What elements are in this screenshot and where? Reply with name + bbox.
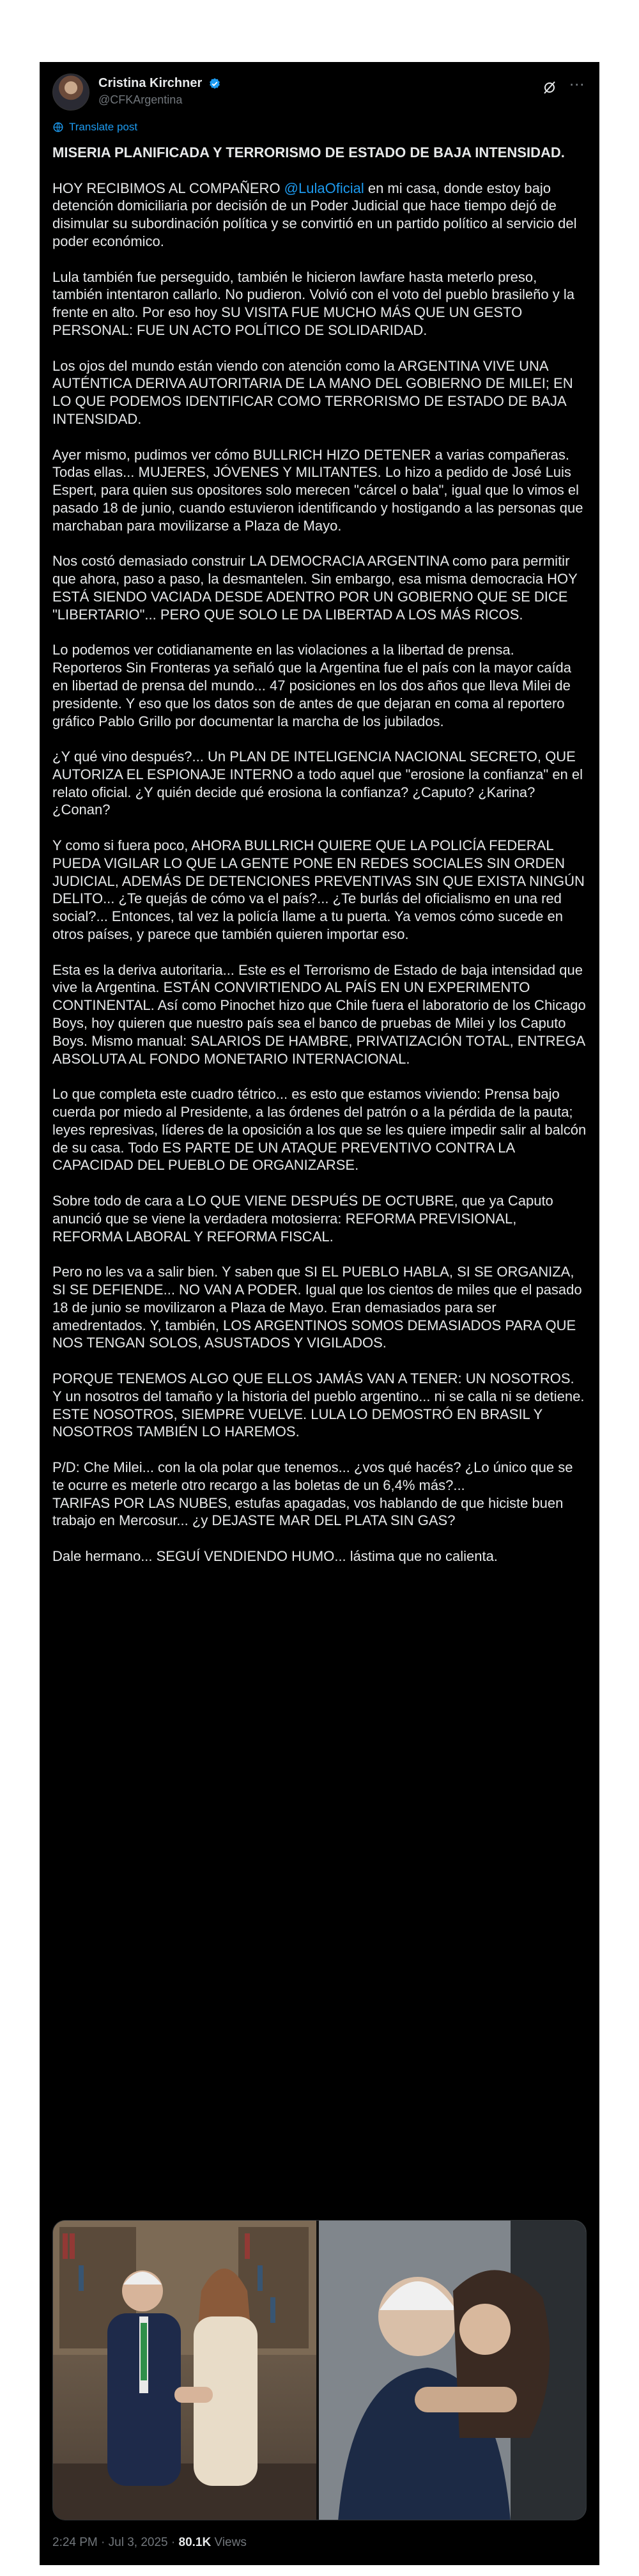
author-names (98, 76, 221, 107)
translate-post-label: Translate post (69, 121, 138, 133)
meta-separator-1: · (97, 2536, 109, 2549)
paragraph-1-end: en mi casa, donde estoy bajo detención domiciliaria por decisión de un Poder Judicial que hace tiempo dejó de disimular su subordinación política y se convirtió en un partido político al servicio del poder económico. (52, 180, 581, 249)
views-label: Views (211, 2536, 247, 2549)
translate-post-link[interactable] (52, 121, 137, 134)
meta-separator-2: · (167, 2536, 179, 2549)
post-date[interactable]: Jul 3, 2025 (108, 2536, 168, 2549)
tweet-meta (52, 2536, 247, 2550)
tweet-card (40, 62, 599, 2565)
avatar[interactable] (52, 74, 89, 111)
post-time[interactable]: 2:24 PM (52, 2536, 98, 2549)
photo-lula-and-cristina-hugging[interactable] (319, 2221, 587, 2520)
author-handle[interactable]: @CFKArgentina (98, 93, 183, 106)
photo-left-illustration (53, 2221, 316, 2520)
photo-right-illustration (319, 2221, 587, 2520)
photo-lula-and-cristina-standing[interactable] (53, 2221, 316, 2520)
media-grid (52, 2220, 587, 2520)
tweet-text (52, 144, 587, 1565)
grok-icon[interactable] (542, 80, 557, 95)
mention-link[interactable]: @LulaOficial (284, 180, 364, 196)
tweet-header (52, 70, 587, 118)
verified-badge-icon (208, 77, 221, 90)
views-count: 80.1K (178, 2536, 212, 2549)
tweet-body-rest: Lula también fue perseguido, también le hicieron lawfare hasta meterlo preso, también intentaron callarlo. No pudieron. Volvió con el voto del pueblo brasileño y la frente en alto. Por eso hoy SU VISITA FUE MUCHO MÁS QUE UN GESTO PERSONAL: FUE UN ACTO POLÍTICO DE SOLIDARIDAD. Los ojos del mundo están viendo con atención como la ARGENTINA VIVE UNA AUTÉNTICA DERIVA AUTORITARIA DE LA MANO DEL GOBIERNO DE MILEI; EN LO QUE PODEMOS IDENTIFICAR COMO TERRORISMO DE ESTADO DE BAJA INTENSIDAD. Ayer mismo, pudimos ver cómo BULLRICH HIZO DETENER a varias compañeras. Todas ellas... MUJERES, JÓVENES Y MILITANTES. Lo hizo a pedido de José Luis Espert, para quien sus opositores solo merecen "cárcel o bala", igual que lo vimos el pasado 18 de junio, cuando estuvieron identificando y hostigando a las personas que marchaban para movilizarse a Plaza de Mayo. Nos costó demasiado construir LA DEMOCRACIA ARGENTINA como para permitir que ahora, paso a paso, la desmantelen. Sin embargo, esa misma democracia HOY ESTÁ SIENDO VACIADA DESDE ADENTRO POR UN GOBIERNO QUE SE DICE "LIBERTARIO"... PERO QUE SOLO LE DA LIBERTAD A LOS MÁS RICOS. Lo podemos ver cotidianamente en las violaciones a la libertad de prensa. Reporteros Sin Fronteras ya señaló que la Argentina fue el país con la mayor caída en libertad de prensa del mundo... 47 posiciones en los dos años que lleva Milei de presidente. Y eso que los datos son de antes de que dejaran en coma al reportero gráfico Pablo Grillo por documentar la marcha de los jubilados. ¿Y qué vino después?... Un PLAN DE INTELIGENCIA NACIONAL SECRETO, QUE AUTORIZA EL ESPIONAJE INTERNO a todo aquel que "erosione la confianza" en el relato oficial. ¿Y quién decide qué erosiona la confianza? ¿Caputo? ¿Karina? ¿Conan? Y como si fuera poco, AHORA BULLRICH QUIERE QUE LA POLICÍA FEDERAL PUEDA VIGILAR LO QUE LA GENTE PONE EN REDES SOCIALES SIN ORDEN JUDICIAL, ADEMÁS DE DETENCIONES PREVENTIVAS SIN QUE EXISTA NINGÚN DELITO... ¿Te quejás de cómo va el país?... ¿Te burlás del oficialismo en una red social?... Entonces, tal vez la policía llame a tu puerta. Ya vemos cómo sucede en otros países, y parece que también quieren importar eso. Esta es la deriva autoritaria... Este es el Terrorismo de Estado de baja intensidad que vive la Argentina. ESTÁN CONVIRTIENDO AL PAÍS EN UN EXPERIMENTO CONTINENTAL. Así como Pinochet hizo que Chile fuera el laboratorio de los Chicago Boys, hoy quieren que nuestro país sea el banco de pruebas de Milei y los Caputo Boys. Mismo manual: SALARIOS DE HAMBRE, PRIVATIZACIÓN TOTAL, ENTREGA ABSOLUTA AL FONDO MONETARIO INTERNACIONAL. Lo que completa este cuadro tétrico... es esto que estamos viviendo: Prensa bajo cuerda por miedo al Presidente, a las órdenes del patrón o a la pérdida de la pauta; leyes represivas, líderes de la oposición a los que se les quiere impedir salir al balcón de su casa. Todo ES PARTE DE UN ATAQUE PREVENTIVO CONTRA LA CAPACIDAD DEL PUEBLO DE ORGANIZARSE. Sobre todo de cara a LO QUE VIENE DESPUÉS DE OCTUBRE, que ya Caputo anunció que se viene la verdadera motosierra: REFORMA PREVISIONAL, REFORMA LABORAL Y REFORMA FISCAL. Pero no les va a salir bien. Y saben que SI EL PUEBLO HABLA, SI SE ORGANIZA, SI SE DEFIENDE... NO VAN A PODER. Igual que los cientos de miles que el pasado 18 de junio se movilizaron a Plaza de Mayo. Eran demasiados para ser amedrentados. Y, también, LOS ARGENTINOS SOMOS DEMASIADOS PARA QUE NOS TENGAN SOLOS, ASUSTADOS Y VIGILADOS. PORQUE TENEMOS ALGO QUE ELLOS JAMÁS VAN A TENER: UN NOSOTROS. Y un nosotros del tamaño y la historia del pueblo argentino... ni se calla ni se detiene. ESTE NOSOTROS, SIEMPRE VUELVE. LULA LO DEMOSTRÓ EN BRASIL Y NOSOTROS TAMBIÉN LO HAREMOS. P/D: Che Milei... con la ola polar que tenemos... ¿vos qué hacés? ¿Lo único que se te ocurre es meterle otro recargo a las boletas de un 6,4% más?... TARIFAS POR LAS NUBES, estufas apagadas, vos hablando de que hiciste buen trabajo en Mercosur... ¿y DEJASTE MAR DEL PLATA SIN GAS? Dale hermano... SEGUÍ VENDIENDO HUMO... lástima que no calienta. (52, 268, 587, 1564)
paragraph-1-start: HOY RECIBIMOS AL COMPAÑERO (52, 180, 284, 196)
more-options-icon[interactable]: ⋯ (569, 76, 585, 93)
tweet-title: MISERIA PLANIFICADA Y TERRORISMO DE ESTADO DE BAJA INTENSIDAD. (52, 144, 565, 160)
translate-icon (52, 121, 64, 133)
author-display-name[interactable]: Cristina Kirchner (98, 76, 203, 90)
